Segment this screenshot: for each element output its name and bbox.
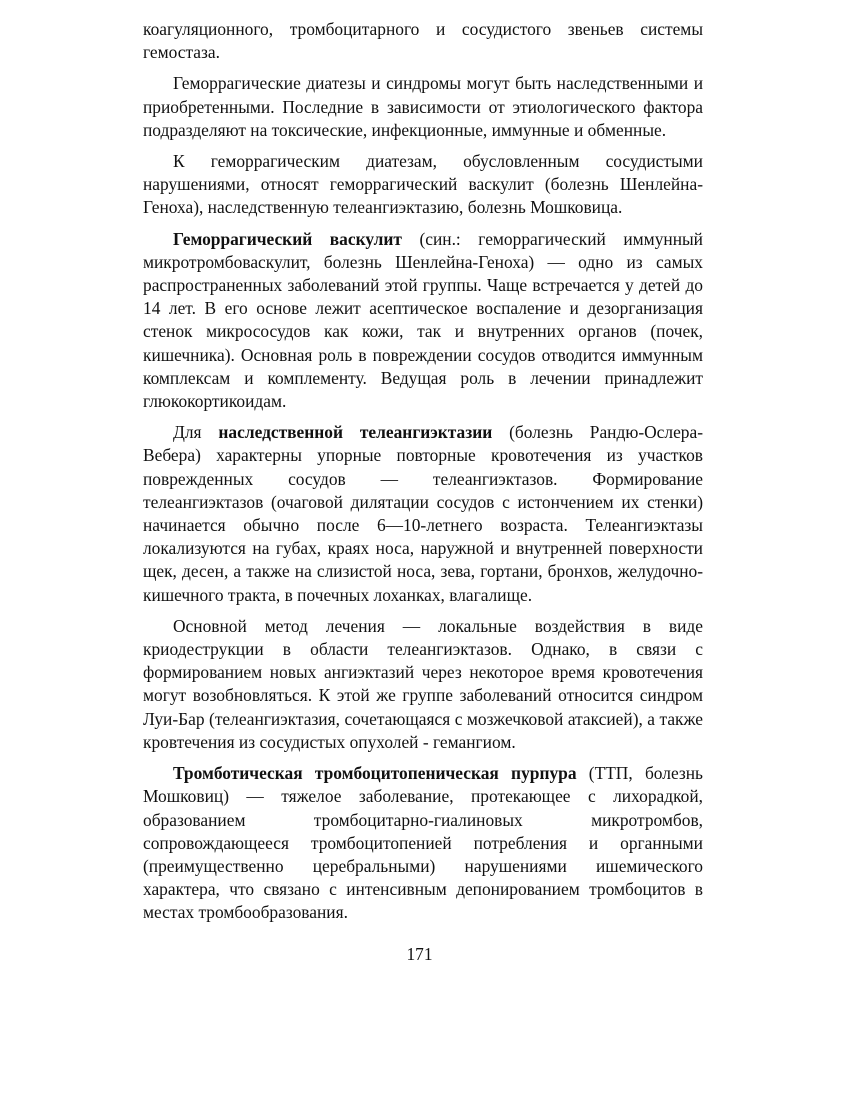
paragraph-lead: Для bbox=[173, 422, 219, 443]
paragraph-text: (болезнь Рандю-Ослера-Вебера) характерны упорные повторные кровотечения из участков поврежденных сосудов — телеангиэктазов. Формирование телеангиэктазов (очаговой дилятации сосудов с истончением их стенки) начинается обычно после 6—10-летнего возраста. Телеангиэктазы локализуются на губах, краях носа, наружной и внутренней поверхности щек, десен, а также на слизистой носа, зева, гортани, бронхов, желудочно-кишечного тракта, в почечных лоханках, влагалище. bbox=[143, 422, 703, 605]
page-text-block bbox=[143, 18, 703, 933]
term-hereditary-telangiectasia: наследственной телеангиэктазии bbox=[218, 422, 493, 443]
paragraph-text: коагуляционного, тромбоцитарного и сосудистого звеньев системы гемостаза. bbox=[143, 19, 703, 63]
paragraph-hereditary-telangiectasia bbox=[143, 421, 703, 607]
term-hemorrhagic-vasculitis: Геморрагический васкулит bbox=[173, 228, 402, 249]
paragraph-continuation bbox=[143, 18, 703, 64]
paragraph-text: К геморрагическим диатезам, обусловленным сосудистыми нарушениями, относят геморрагический васкулит (болезнь Шенлейна-Геноха), наследственную телеангиэктазию, болезнь Мошковица. bbox=[143, 151, 703, 218]
paragraph-vascular-diatheses bbox=[143, 150, 703, 220]
paragraph-treatment bbox=[143, 615, 703, 754]
paragraph-text: (ТТП, болезнь Мошковиц) — тяжелое заболевание, протекающее с лихорадкой, образованием тромбоцитарно-гиалиновых микротромбов, сопровождающееся тромбоцитопенией потребления и органными (преимущественно церебральными) нарушениями ишемического характера, что связано с интенсивным депонированием тромбоцитов в местах тромбообразования. bbox=[143, 763, 703, 923]
paragraph-text: Геморрагические диатезы и синдромы могут быть наследственными и приобретенными. Последние в зависимости от этиологического фактора подразделяют на токсические, инфекционные, иммунные и обменные. bbox=[143, 73, 703, 140]
page-number bbox=[0, 944, 843, 965]
paragraph-text: Основной метод лечения — локальные воздействия в виде криодеструкции в области телеангиэктазов. Однако, в связи с формированием новых ангиэктазий через некоторое время кровотечения могут возобновляться. К этой же группе заболеваний относится синдром Луи-Бар (телеангиэктазия, сочетающаяся с мозжечковой атаксией), а также кровтечения из сосудистых опухолей - гемангиом. bbox=[143, 615, 703, 752]
paragraph-hemorrhagic-vasculitis bbox=[143, 228, 703, 414]
term-ttp: Тромботическая тромбоцитопеническая пурпура bbox=[173, 763, 577, 784]
paragraph-diatheses-classification bbox=[143, 72, 703, 142]
page-number-text: 171 bbox=[406, 944, 433, 964]
paragraph-ttp bbox=[143, 762, 703, 924]
paragraph-text: (син.: геморрагический иммунный микротромбоваскулит, болезнь Шенлейна-Геноха) — одно из самых распространенных заболеваний этой группы. Чаще встречается у детей до 14 лет. В его основе лежит асептическое воспаление и дезорганизация стенок микрососудов как кожи, так и внутренних органов (почек, кишечника). Основная роль в повреждении сосудов отводится иммунным комплексам и комплементу. Ведущая роль в лечении принадлежит глюкокортикоидам. bbox=[143, 228, 703, 412]
